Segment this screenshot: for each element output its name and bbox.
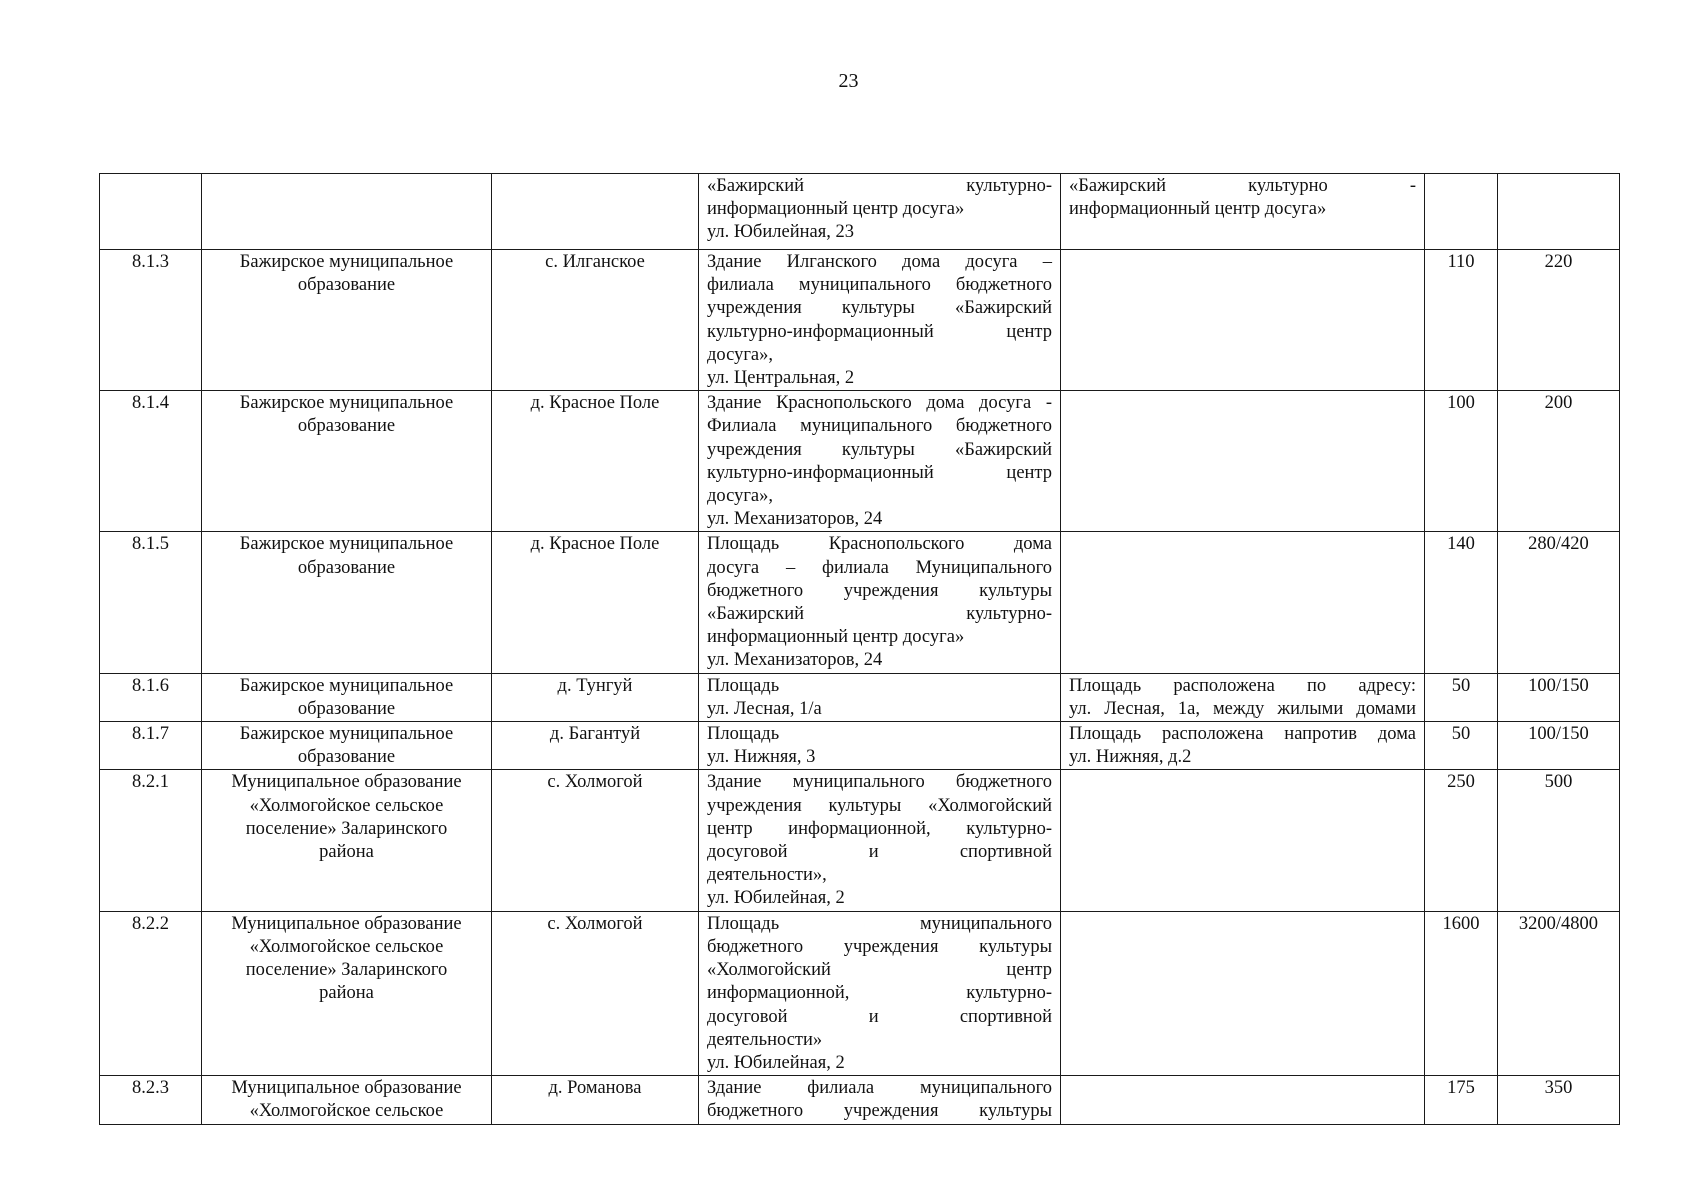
cell-municipality	[202, 391, 492, 532]
cell-note	[1061, 174, 1425, 250]
object-line: учреждения культуры «Холмогойский	[707, 795, 1052, 816]
cell-capacity	[1498, 174, 1620, 250]
area-value: 1600	[1442, 913, 1480, 934]
cell-municipality	[202, 722, 492, 770]
municipality-line: Муниципальное образование	[231, 913, 462, 934]
object-line: филиала муниципального бюджетного	[707, 275, 1052, 296]
object-line: деятельности»	[707, 1029, 823, 1050]
cell-locality	[492, 250, 699, 391]
cell-municipality	[202, 532, 492, 673]
cell-area	[1425, 532, 1498, 673]
object-line: досуговой и спортивной	[707, 1006, 1052, 1027]
object-line: ул. Центральная, 2	[707, 368, 855, 389]
municipality-line: поселение» Заларинского	[245, 960, 448, 981]
object-line: учреждения культуры «Бажирский	[707, 298, 1052, 319]
cell-note	[1061, 1076, 1425, 1124]
cell-area	[1425, 391, 1498, 532]
object-line: ул. Механизаторов, 24	[707, 509, 883, 530]
municipality-line: Бажирское муниципальное	[239, 393, 454, 414]
municipality-line: Бажирское муниципальное	[239, 534, 454, 555]
area-value: 175	[1447, 1078, 1475, 1099]
object-line: бюджетного учреждения культуры	[707, 936, 1052, 957]
cell-object	[699, 770, 1061, 911]
page-number: 23	[838, 70, 859, 92]
facilities-table	[99, 173, 1620, 1125]
cell-number	[100, 391, 202, 532]
municipality-line: Бажирское муниципальное	[239, 675, 454, 696]
table-row	[100, 673, 1620, 721]
row-number: 8.1.7	[132, 724, 169, 745]
note-line: ул. Лесная, 1а, между жилыми домами	[1069, 698, 1416, 719]
cell-capacity	[1498, 911, 1620, 1075]
table-row	[100, 391, 1620, 532]
cell-number	[100, 673, 202, 721]
object-line: Площадь Краснопольского дома	[707, 534, 1052, 555]
object-line: ул. Юбилейная, 2	[707, 1052, 845, 1073]
object-line: информационной, культурно-	[707, 983, 1052, 1004]
object-line: ул. Лесная, 1/а	[707, 698, 822, 719]
object-line: культурно-информационный центр	[707, 321, 1052, 342]
note-line: информационный центр досуга»	[1069, 199, 1327, 220]
cell-note	[1061, 391, 1425, 532]
object-line: досуга»,	[707, 486, 774, 507]
area-value: 50	[1451, 724, 1471, 745]
object-line: досуга»,	[707, 344, 774, 365]
cell-municipality	[202, 673, 492, 721]
cell-area	[1425, 1076, 1498, 1124]
table-row	[100, 174, 1620, 250]
cell-note	[1061, 911, 1425, 1075]
locality-name: с. Холмогой	[547, 913, 643, 934]
municipality-line: образование	[297, 557, 396, 578]
cell-area	[1425, 911, 1498, 1075]
row-number: 8.1.3	[132, 252, 169, 272]
cell-object	[699, 391, 1061, 532]
cell-number	[100, 250, 202, 391]
municipality-line: поселение» Заларинского	[245, 818, 448, 839]
cell-locality	[492, 673, 699, 721]
row-number: 8.1.6	[132, 675, 169, 696]
table-body	[100, 174, 1620, 1125]
municipality-line: «Холмогойское сельское	[249, 936, 444, 957]
cell-number	[100, 532, 202, 673]
locality-name: д. Багантуй	[549, 724, 641, 745]
cell-locality	[492, 911, 699, 1075]
locality-name: д. Тунгуй	[557, 675, 633, 696]
object-line: «Бажирский культурно-	[707, 604, 1052, 625]
cell-municipality	[202, 174, 492, 250]
cell-number	[100, 770, 202, 911]
object-line: учреждения культуры «Бажирский	[707, 439, 1052, 460]
cell-number	[100, 1076, 202, 1124]
cell-area	[1425, 722, 1498, 770]
cell-locality	[492, 722, 699, 770]
object-line: информационный центр досуга»	[707, 627, 965, 648]
row-number: 8.1.5	[132, 534, 169, 555]
cell-note	[1061, 722, 1425, 770]
municipality-line: Муниципальное образование	[231, 1078, 462, 1099]
area-value: 50	[1451, 675, 1471, 696]
cell-number	[100, 174, 202, 250]
object-line: деятельности»,	[707, 865, 827, 886]
cell-locality	[492, 1076, 699, 1124]
municipality-line: образование	[297, 747, 396, 768]
object-line: Площадь	[707, 724, 780, 745]
cell-municipality	[202, 770, 492, 911]
cell-note	[1061, 770, 1425, 911]
object-line: «Холмогойский центр	[707, 960, 1052, 981]
object-line: Здание муниципального бюджетного	[707, 772, 1052, 793]
object-line: «Бажирский культурно-	[707, 176, 1052, 196]
capacity-value: 350	[1544, 1078, 1573, 1099]
cell-object	[699, 532, 1061, 673]
area-value: 140	[1447, 534, 1475, 555]
locality-name: д. Красное Поле	[530, 393, 660, 414]
cell-object	[699, 174, 1061, 250]
table-row	[100, 1076, 1620, 1124]
locality-name: д. Красное Поле	[530, 534, 660, 555]
cell-area	[1425, 770, 1498, 911]
cell-object	[699, 1076, 1061, 1124]
cell-number	[100, 911, 202, 1075]
cell-capacity	[1498, 770, 1620, 911]
object-line: Здание филиала муниципального	[707, 1078, 1052, 1099]
cell-object	[699, 722, 1061, 770]
municipality-line: образование	[297, 698, 396, 719]
cell-municipality	[202, 250, 492, 391]
municipality-line: образование	[297, 416, 396, 437]
municipality-line: образование	[297, 275, 396, 296]
note-line: Площадь расположена по адресу:	[1069, 675, 1416, 696]
area-value: 110	[1447, 252, 1475, 272]
cell-locality	[492, 174, 699, 250]
object-line: Площадь муниципального	[707, 913, 1052, 934]
municipality-line: «Холмогойское сельское	[249, 795, 444, 816]
note-line: «Бажирский культурно -	[1069, 176, 1416, 196]
cell-locality	[492, 532, 699, 673]
cell-note	[1061, 673, 1425, 721]
cell-note	[1061, 532, 1425, 673]
capacity-value: 500	[1544, 772, 1573, 793]
object-line: Здание Краснопольского дома досуга -	[707, 393, 1052, 414]
object-line: ул. Механизаторов, 24	[707, 650, 883, 671]
object-line: ул. Нижняя, 3	[707, 747, 816, 768]
capacity-value: 100/150	[1528, 724, 1589, 745]
row-number: 8.1.4	[132, 393, 169, 414]
cell-object	[699, 250, 1061, 391]
cell-locality	[492, 770, 699, 911]
capacity-value: 3200/4800	[1518, 913, 1599, 934]
table-row	[100, 911, 1620, 1075]
object-line: ул. Юбилейная, 23	[707, 222, 854, 243]
cell-note	[1061, 250, 1425, 391]
object-line: Филиала муниципального бюджетного	[707, 416, 1052, 437]
note-line: ул. Нижняя, д.2	[1069, 747, 1192, 768]
capacity-value: 280/420	[1528, 534, 1589, 555]
area-value: 100	[1447, 393, 1475, 414]
object-line: досуга – филиала Муниципального	[707, 557, 1052, 578]
object-line: бюджетного учреждения культуры	[707, 580, 1052, 601]
row-number: 8.2.3	[132, 1078, 169, 1099]
cell-capacity	[1498, 250, 1620, 391]
row-number: 8.2.2	[132, 913, 169, 934]
cell-capacity	[1498, 722, 1620, 770]
municipality-line: района	[319, 842, 374, 863]
cell-municipality	[202, 1076, 492, 1124]
object-line: центр информационной, культурно-	[707, 818, 1052, 839]
object-line: досуговой и спортивной	[707, 842, 1052, 863]
row-number: 8.2.1	[132, 772, 169, 793]
table-row	[100, 250, 1620, 391]
locality-name: с. Илганское	[545, 252, 645, 272]
cell-capacity	[1498, 1076, 1620, 1124]
municipality-line: района	[319, 983, 374, 1004]
cell-object	[699, 911, 1061, 1075]
table-row	[100, 722, 1620, 770]
capacity-value: 200	[1544, 393, 1573, 414]
capacity-value: 100/150	[1528, 675, 1589, 696]
cell-municipality	[202, 911, 492, 1075]
area-value: 250	[1447, 772, 1475, 793]
cell-area	[1425, 250, 1498, 391]
cell-number	[100, 722, 202, 770]
cell-locality	[492, 391, 699, 532]
cell-capacity	[1498, 673, 1620, 721]
table-row	[100, 770, 1620, 911]
locality-name: с. Холмогой	[547, 772, 643, 793]
municipality-line: «Холмогойское сельское	[249, 1101, 444, 1122]
object-line: бюджетного учреждения культуры	[707, 1101, 1052, 1122]
capacity-value: 220	[1544, 252, 1573, 272]
locality-name: д. Романова	[548, 1078, 642, 1099]
object-line: ул. Юбилейная, 2	[707, 888, 845, 909]
cell-capacity	[1498, 532, 1620, 673]
object-line: культурно-информационный центр	[707, 462, 1052, 483]
municipality-line: Бажирское муниципальное	[239, 252, 454, 272]
municipality-line: Муниципальное образование	[231, 772, 462, 793]
table-row	[100, 532, 1620, 673]
object-line: Площадь	[707, 675, 780, 696]
cell-area	[1425, 673, 1498, 721]
note-line: Площадь расположена напротив дома	[1069, 724, 1416, 745]
cell-area	[1425, 174, 1498, 250]
object-line: информационный центр досуга»	[707, 199, 965, 220]
cell-capacity	[1498, 391, 1620, 532]
object-line: Здание Илганского дома досуга –	[707, 252, 1052, 272]
municipality-line: Бажирское муниципальное	[239, 724, 454, 745]
cell-object	[699, 673, 1061, 721]
